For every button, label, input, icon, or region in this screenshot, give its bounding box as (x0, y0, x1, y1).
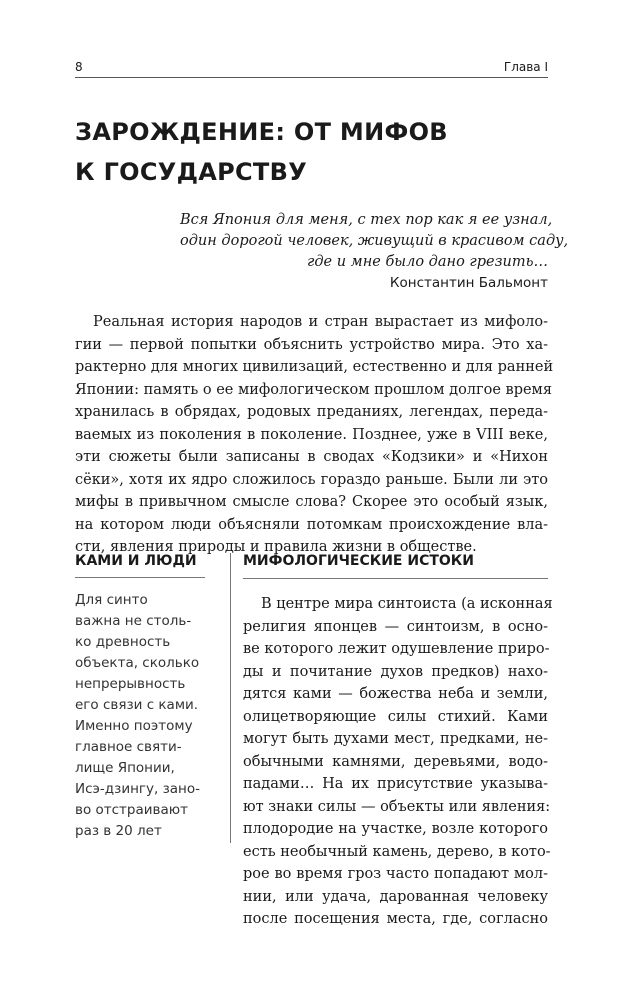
text-line: эти сюжеты были записаны в сводах «Кодзики» и «Нихон (75, 449, 548, 465)
epigraph-line: где и мне было дано грезить… (307, 254, 548, 270)
sidebar-line: Для синто (75, 592, 148, 608)
section-body (243, 593, 553, 931)
text-line: ваемых из поколения в поколение. Позднее, уже в VIII веке, (75, 426, 548, 443)
text-line: сти, явления природы и правила жизни в обществе. (75, 539, 477, 555)
text-line: гии — первой попытки объяснить устройство мира. Это ха- (75, 336, 548, 353)
chapter-label: Глава I (503, 60, 548, 74)
sidebar-line: во отстраивают (75, 802, 188, 818)
sidebar-line: главное святи- (75, 739, 182, 755)
epigraph (180, 210, 569, 294)
epigraph-line: Вся Япония для меня, с тех пор как я ее узнал, (180, 212, 553, 228)
text-line: плодородие на участке, возле которого (243, 821, 548, 837)
chapter-title (75, 112, 555, 192)
text-line: ве которого лежит одушевление приро- (243, 641, 550, 657)
sidebar-line: раз в 20 лет (75, 823, 162, 839)
text-line: мифы в привычном смысле слова? Скорее это особый язык, (75, 494, 548, 510)
sidebar-line: важна не столь- (75, 613, 192, 629)
sidebar-line: объекта, сколько (75, 655, 200, 671)
sidebar-line: его связи с ками. (75, 697, 199, 713)
sidebar-line: Исэ-дзингу, зано- (75, 781, 200, 797)
text-line: на котором люди объясняли потомкам происхождение вла- (75, 516, 548, 533)
title-line-2: К ГОСУДАРСТВУ (75, 158, 308, 186)
sidebar-line: лище Японии, (75, 760, 175, 776)
text-line: падами… На их присутствие указыва- (243, 776, 548, 792)
running-header (75, 60, 548, 78)
page-number: 8 (75, 60, 83, 74)
epigraph-author: Константин Бальмонт (389, 275, 548, 291)
text-line: Японии: память о ее мифологическом прошлом долгое время (75, 381, 552, 398)
sidebar-line: ко древность (75, 634, 171, 650)
text-line: хранилась в обрядах, родовых преданиях, легендах, передa- (75, 404, 548, 420)
text-line: есть необычный камень, дерево, в кото- (243, 843, 551, 860)
text-line: религия японцев — синтоизм, в осно- (243, 618, 548, 635)
text-line: Реальная история народов и стран вырастает из мифоло- (93, 314, 548, 330)
text-line: ды и почитание духов предков) нахо- (243, 663, 548, 680)
sidebar-line: Именно поэтому (75, 718, 193, 734)
sidebar-note (75, 553, 231, 843)
sidebar-line: непрерывность (75, 676, 186, 692)
text-line: ют знаки силы — объекты или явления: (243, 798, 551, 815)
intro-paragraph (75, 311, 554, 559)
text-line: рое во время гроз часто попадают мол- (243, 866, 548, 882)
text-line: дятся ками — божества неба и земли, (243, 686, 548, 702)
text-line: нии, или удача, дарованная человеку (243, 888, 548, 905)
section-heading: МИФОЛОГИЧЕСКИЕ ИСТОКИ (243, 553, 548, 579)
text-line: могут быть духами мест, предками, не- (243, 731, 548, 747)
text-line: рактерно для многих цивилизаций, естественно и для ранней (75, 359, 554, 375)
text-line: В центре мира синтоиста (а исконная (261, 596, 553, 612)
main-section (243, 553, 553, 931)
sidebar-heading: КАМИ И ЛЮДИ (75, 553, 205, 578)
text-line: олицетворяющие силы стихий. Ками (243, 708, 548, 725)
text-line: сёки», хотя их ядро сложилось гораздо раньше. Были ли это (75, 471, 548, 488)
text-line: после посещения места, где, согласно (243, 911, 548, 927)
sidebar-text (75, 590, 230, 842)
title-line-1: ЗАРОЖДЕНИЕ: ОТ МИФОВ (75, 118, 448, 146)
text-line: обычными камнями, деревьями, водо- (243, 753, 548, 770)
epigraph-line: один дорогой человек, живущий в красивом саду, (180, 233, 569, 249)
